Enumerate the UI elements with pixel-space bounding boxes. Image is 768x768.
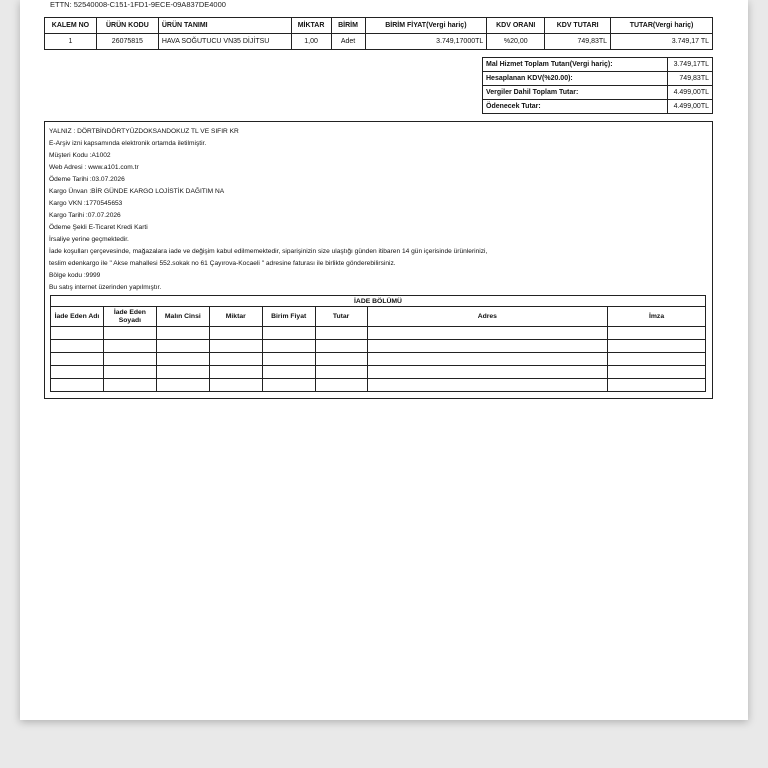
col-kalem-no: KALEM NO bbox=[45, 18, 97, 34]
return-empty-cell bbox=[367, 340, 608, 353]
cell-birim-fiyat: 3.749,17000TL bbox=[365, 34, 487, 50]
return-section-table bbox=[50, 295, 706, 392]
table-row bbox=[45, 34, 713, 50]
note-web-address: Web Adresi : www.a101.com.tr bbox=[49, 164, 139, 171]
col-kdv-tutari: KDV TUTARI bbox=[545, 18, 611, 34]
return-empty-cell bbox=[262, 340, 315, 353]
col-iade-eden-soyadi: İade Eden Soyadı bbox=[103, 307, 156, 327]
note-earsiv: E-Arşiv izni kapsamında elektronik ortamda iletilmiştir. bbox=[49, 140, 207, 147]
col-miktar: Miktar bbox=[209, 307, 262, 327]
return-empty-cell bbox=[156, 379, 209, 392]
cell-kalem-no: 1 bbox=[45, 34, 97, 50]
return-empty-cell bbox=[103, 379, 156, 392]
col-urun-tanimi: ÜRÜN TANIMI bbox=[158, 18, 291, 34]
cell-birim: Adet bbox=[331, 34, 365, 50]
return-empty-cell bbox=[315, 327, 367, 340]
total-label: Hesaplanan KDV(%20.00): bbox=[483, 72, 668, 86]
return-empty-cell bbox=[156, 366, 209, 379]
return-empty-cell bbox=[209, 353, 262, 366]
return-empty-cell bbox=[262, 366, 315, 379]
return-empty-cell bbox=[209, 379, 262, 392]
return-empty-cell bbox=[262, 327, 315, 340]
return-empty-cell bbox=[608, 366, 706, 379]
items-header-row bbox=[45, 18, 713, 34]
return-empty-cell bbox=[103, 366, 156, 379]
return-empty-cell bbox=[315, 340, 367, 353]
col-birim-fiyat: Birim Fiyat bbox=[262, 307, 315, 327]
col-iade-eden-adi: İade Eden Adı bbox=[51, 307, 104, 327]
total-value: 4.499,00TL bbox=[668, 100, 713, 114]
return-empty-cell bbox=[315, 366, 367, 379]
return-empty-cell bbox=[367, 327, 608, 340]
col-kdv-orani: KDV ORANI bbox=[487, 18, 545, 34]
cell-urun-tanimi: HAVA SOĞUTUCU VN35 DİJİTSU bbox=[158, 34, 291, 50]
note-return-address: teslim edenkargo ile " Akse mahallesi 552.sokak no 61 Çayırova-Kocaeli " adresine faturası ile birlikte gönderebilirsiniz. bbox=[49, 260, 396, 267]
note-online-sale: Bu satış internet üzerinden yapılmıştır. bbox=[49, 284, 162, 291]
return-empty-row bbox=[51, 327, 706, 340]
note-payment-date: Ödeme Tarihi :03.07.2026 bbox=[49, 176, 125, 183]
col-imza: İmza bbox=[608, 307, 706, 327]
col-malin-cinsi: Malın Cinsi bbox=[156, 307, 209, 327]
return-empty-cell bbox=[367, 366, 608, 379]
note-customer-code: Müşteri Kodu :A1002 bbox=[49, 152, 111, 159]
col-birim-fiyat: BİRİM FİYAT(Vergi hariç) bbox=[365, 18, 487, 34]
return-empty-cell bbox=[156, 353, 209, 366]
note-cargo-date: Kargo Tarihi :07.07.2026 bbox=[49, 212, 121, 219]
total-label: Vergiler Dahil Toplam Tutar: bbox=[483, 86, 668, 100]
note-region-code: Bölge kodu :9999 bbox=[49, 272, 101, 279]
note-payment-method: Ödeme Şekli E-Ticaret Kredi Karti bbox=[49, 224, 148, 231]
return-empty-cell bbox=[51, 379, 104, 392]
col-adres: Adres bbox=[367, 307, 608, 327]
ettn-number: ETTN: 52540008-C151-1FD1-9ECE-09A837DE4000 bbox=[50, 0, 226, 9]
return-empty-cell bbox=[51, 327, 104, 340]
note-return-conditions: İade koşulları çerçevesinde, mağazalara iade ve değişim kabul edilmemektedir, siparişinizin size ulaştığı günden itibaren 14 gün içerisinde ürünlerinizi, bbox=[49, 248, 488, 255]
return-section-title-row bbox=[51, 296, 706, 307]
cell-miktar: 1,00 bbox=[291, 34, 331, 50]
return-empty-row bbox=[51, 340, 706, 353]
note-cargo-vkn: Kargo VKN :1770545653 bbox=[49, 200, 123, 207]
return-empty-cell bbox=[51, 366, 104, 379]
note-cargo-title: Kargo Ünvan :BİR GÜNDE KARGO LOJİSTİK DAĞITIM NA bbox=[49, 188, 225, 195]
totals-table bbox=[482, 57, 713, 114]
return-header-row bbox=[51, 307, 706, 327]
return-empty-cell bbox=[156, 340, 209, 353]
return-empty-cell bbox=[209, 366, 262, 379]
return-empty-cell bbox=[608, 379, 706, 392]
cell-urun-kodu: 26075815 bbox=[96, 34, 158, 50]
return-empty-cell bbox=[103, 353, 156, 366]
note-waybill: İrsaliye yerine geçmektedir. bbox=[49, 236, 129, 243]
return-empty-cell bbox=[103, 340, 156, 353]
return-empty-row bbox=[51, 366, 706, 379]
return-section-title: İADE BÖLÜMÜ bbox=[51, 296, 706, 307]
return-empty-cell bbox=[315, 379, 367, 392]
return-empty-cell bbox=[209, 340, 262, 353]
total-label: Mal Hizmet Toplam Tutarı(Vergi hariç): bbox=[483, 58, 668, 72]
col-tutar: TUTAR(Vergi hariç) bbox=[611, 18, 713, 34]
total-row bbox=[483, 58, 713, 72]
col-birim: BİRİM bbox=[331, 18, 365, 34]
return-empty-cell bbox=[51, 340, 104, 353]
total-row bbox=[483, 100, 713, 114]
total-value: 3.749,17TL bbox=[668, 58, 713, 72]
items-table bbox=[44, 17, 713, 50]
return-empty-cell bbox=[367, 353, 608, 366]
return-empty-cell bbox=[262, 379, 315, 392]
note-amount-in-words: YALNIZ : DÖRTBİNDÖRTYÜZDOKSANDOKUZ TL VE SIFIR KR bbox=[49, 128, 239, 135]
total-value: 4.499,00TL bbox=[668, 86, 713, 100]
col-urun-kodu: ÜRÜN KODU bbox=[96, 18, 158, 34]
return-empty-cell bbox=[608, 327, 706, 340]
cell-tutar: 3.749,17 TL bbox=[611, 34, 713, 50]
return-empty-cell bbox=[103, 327, 156, 340]
return-empty-cell bbox=[51, 353, 104, 366]
total-row bbox=[483, 86, 713, 100]
return-empty-cell bbox=[367, 379, 608, 392]
return-empty-cell bbox=[209, 327, 262, 340]
total-value: 749,83TL bbox=[668, 72, 713, 86]
cell-kdv-tutari: 749,83TL bbox=[545, 34, 611, 50]
col-tutar: Tutar bbox=[315, 307, 367, 327]
return-empty-cell bbox=[315, 353, 367, 366]
total-row bbox=[483, 72, 713, 86]
return-empty-row bbox=[51, 379, 706, 392]
cell-kdv-orani: %20,00 bbox=[487, 34, 545, 50]
return-empty-row bbox=[51, 353, 706, 366]
return-empty-cell bbox=[262, 353, 315, 366]
return-empty-cell bbox=[608, 353, 706, 366]
total-label: Ödenecek Tutar: bbox=[483, 100, 668, 114]
col-miktar: MİKTAR bbox=[291, 18, 331, 34]
return-empty-cell bbox=[156, 327, 209, 340]
return-empty-cell bbox=[608, 340, 706, 353]
